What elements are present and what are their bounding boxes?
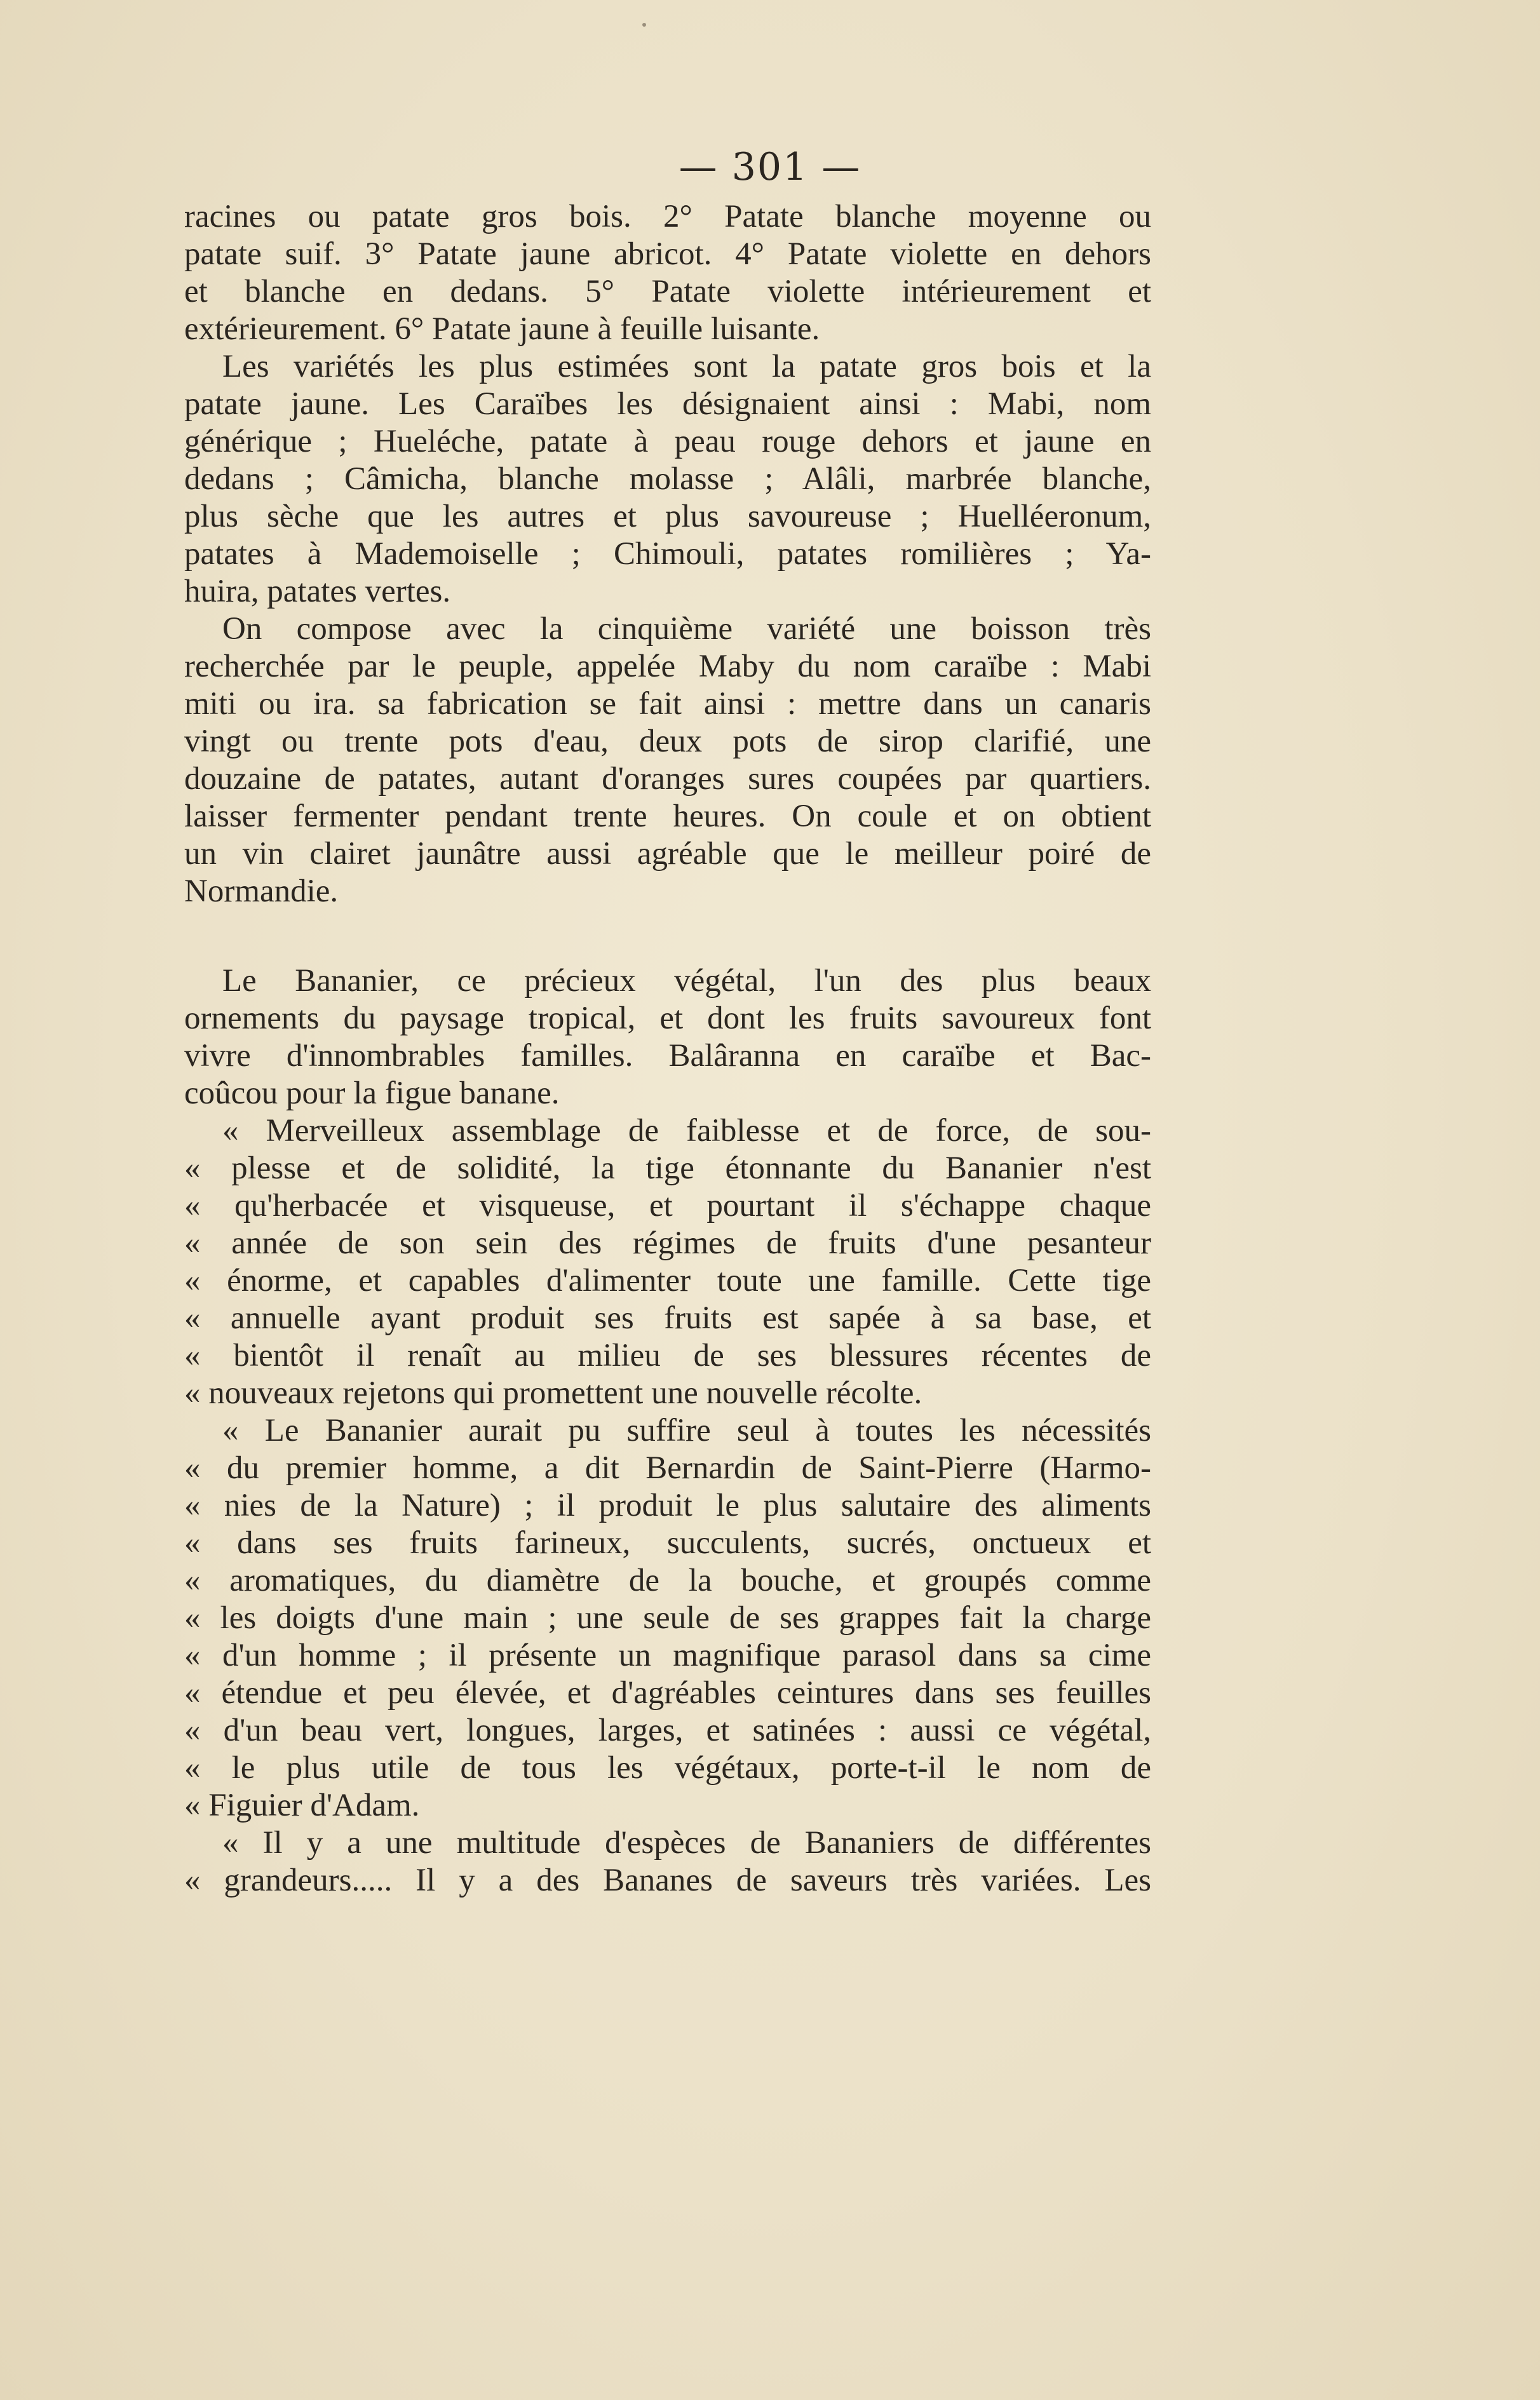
text-line: « Le Bananier aurait pu suffire seul à toutes les nécessités <box>222 1413 1151 1448</box>
text-line: miti ou ira. sa fabrication se fait ainsi : mettre dans un canaris <box>184 686 1151 722</box>
text-line: douzaine de patates, autant d'oranges sures coupées par quartiers. <box>184 761 1151 797</box>
text-line: « Merveilleux assemblage de faiblesse et de force, de sou- <box>222 1113 1151 1149</box>
text-line: « d'un beau vert, longues, larges, et satinées : aussi ce végétal, <box>184 1713 1151 1748</box>
text-line: « aromatiques, du diamètre de la bouche, et groupés comme <box>184 1563 1151 1598</box>
text-line: générique ; Hueléche, patate à peau rouge dehors et jaune en <box>184 424 1151 459</box>
text-line: vingt ou trente pots d'eau, deux pots de sirop clarifié, une <box>184 724 1151 759</box>
text-line: dedans ; Câmicha, blanche molasse ; Alâli, marbrée blanche, <box>184 461 1151 497</box>
page-number: — 301 — <box>679 145 861 189</box>
text-line: racines ou patate gros bois. 2° Patate blanche moyenne ou <box>184 199 1151 234</box>
text-line: « du premier homme, a dit Bernardin de Saint-Pierre (Harmo- <box>184 1450 1151 1486</box>
text-line: « bientôt il renaît au milieu de ses blessures récentes de <box>184 1338 1151 1373</box>
text-line: « d'un homme ; il présente un magnifique parasol dans sa cime <box>184 1638 1151 1673</box>
text-line: ornements du paysage tropical, et dont les fruits savoureux font <box>184 1001 1151 1036</box>
text-line: « plesse et de solidité, la tige étonnante du Bananier n'est <box>184 1150 1151 1186</box>
text-line: « les doigts d'une main ; une seule de ses grappes fait la charge <box>184 1600 1151 1636</box>
body-text <box>184 198 1151 1899</box>
text-line: « qu'herbacée et visqueuse, et pourtant il s'échappe chaque <box>184 1188 1151 1224</box>
text-line: « le plus utile de tous les végétaux, porte-t-il le nom de <box>184 1750 1151 1786</box>
text-line: « énorme, et capables d'alimenter toute une famille. Cette tige <box>184 1263 1151 1298</box>
text-line: Les variétés les plus estimées sont la patate gros bois et la <box>222 349 1151 384</box>
text-line: plus sèche que les autres et plus savoureuse ; Huelléeronum, <box>184 499 1151 534</box>
text-line: « Figuier d'Adam. <box>184 1788 420 1823</box>
text-line: patate jaune. Les Caraïbes les désignaient ainsi : Mabi, nom <box>184 386 1151 422</box>
text-line: Le Bananier, ce précieux végétal, l'un des plus beaux <box>222 963 1151 999</box>
text-line: « annuelle ayant produit ses fruits est sapée à sa base, et <box>184 1300 1151 1336</box>
text-line: coûcou pour la figue banane. <box>184 1075 560 1111</box>
text-line: « année de son sein des régimes de fruits d'une pesanteur <box>184 1225 1151 1261</box>
text-line: laisser fermenter pendant trente heures. On coule et on obtient <box>184 799 1151 834</box>
text-line: « dans ses fruits farineux, succulents, sucrés, onctueux et <box>184 1525 1151 1561</box>
text-line: recherchée par le peuple, appelée Maby du nom caraïbe : Mabi <box>184 649 1151 684</box>
paragraph-gap <box>184 910 1151 962</box>
text-line: « étendue et peu élevée, et d'agréables ceintures dans ses feuilles <box>184 1675 1151 1711</box>
text-line: et blanche en dedans. 5° Patate violette intérieurement et <box>184 274 1151 309</box>
text-line: huira, patates vertes. <box>184 574 451 609</box>
text-line: « Il y a une multitude d'espèces de Bananiers de différentes <box>222 1825 1151 1861</box>
text-line: On compose avec la cinquième variété une boisson très <box>222 611 1151 647</box>
text-line: vivre d'innombrables familles. Balâranna en caraïbe et Bac- <box>184 1038 1151 1074</box>
text-line: « nouveaux rejetons qui promettent une nouvelle récolte. <box>184 1375 922 1411</box>
text-line: « grandeurs..... Il y a des Bananes de saveurs très variées. Les <box>184 1863 1151 1898</box>
text-line: patate suif. 3° Patate jaune abricot. 4° Patate violette en dehors <box>184 236 1151 272</box>
text-line: un vin clairet jaunâtre aussi agréable que le meilleur poiré de <box>184 836 1151 872</box>
text-line: extérieurement. 6° Patate jaune à feuille luisante. <box>184 311 820 347</box>
text-line: patates à Mademoiselle ; Chimouli, patates romilières ; Ya- <box>184 536 1151 572</box>
text-line: « nies de la Nature) ; il produit le plus salutaire des aliments <box>184 1488 1151 1523</box>
ink-fleck <box>642 23 646 27</box>
text-line: Normandie. <box>184 873 339 909</box>
